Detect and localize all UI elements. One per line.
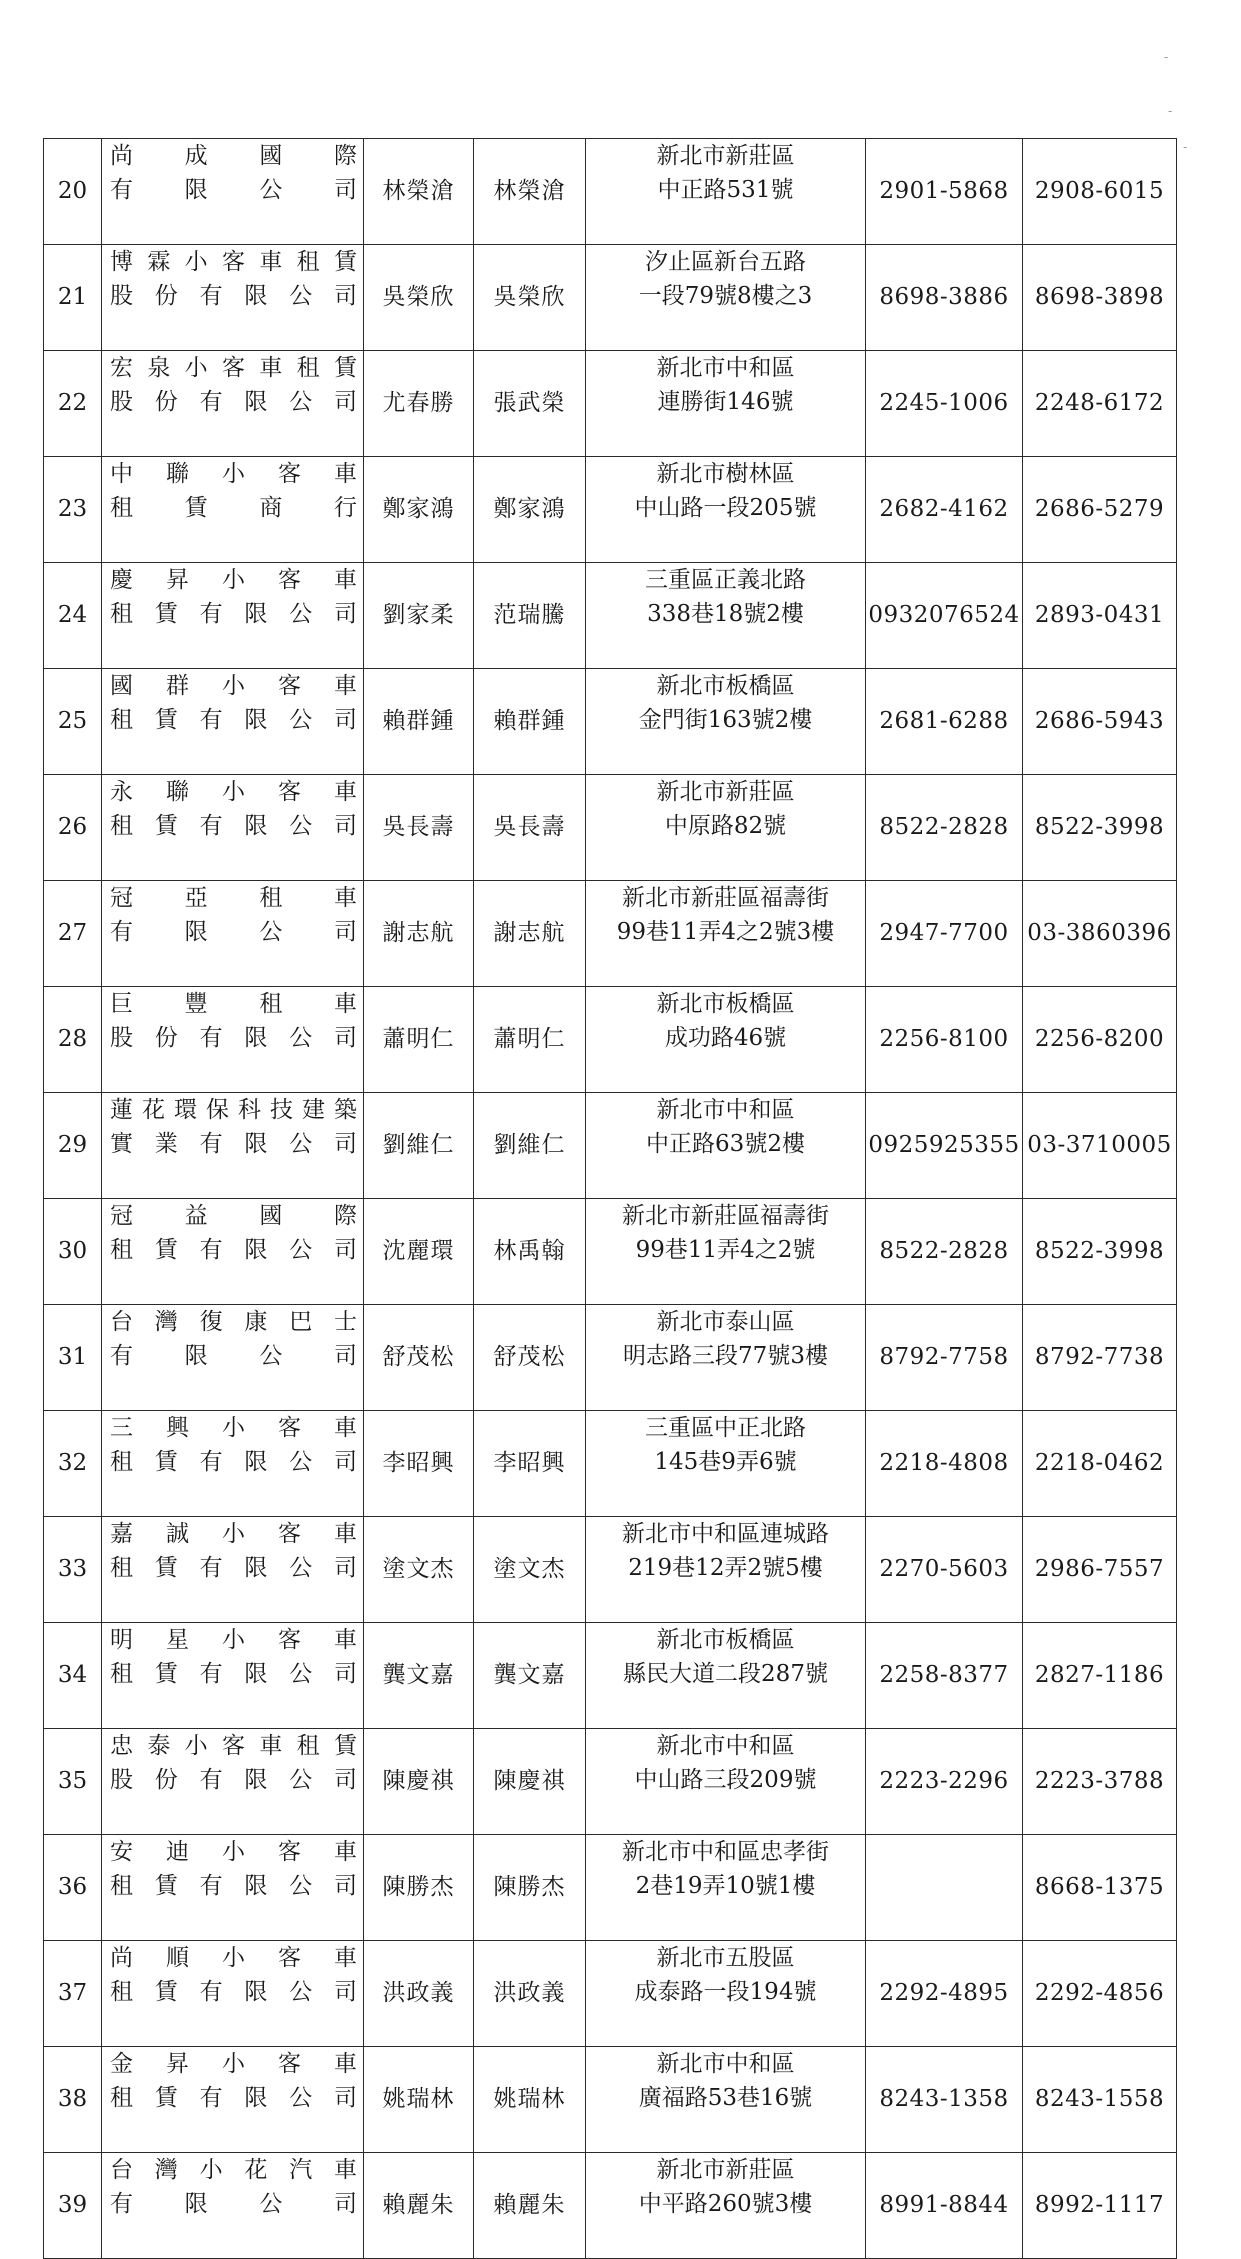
row-number: 37 — [44, 1941, 102, 2047]
address-cell — [586, 881, 866, 987]
row-number: 25 — [44, 669, 102, 775]
representative-name: 陳慶祺 — [364, 1729, 474, 1835]
representative-name: 塗文杰 — [364, 1517, 474, 1623]
address-line: 新北市新莊區 — [656, 143, 795, 169]
company-name-line: 冠 亞 租 車 — [110, 885, 357, 911]
manager-name: 吳長壽 — [474, 775, 586, 881]
table-row — [44, 1305, 1177, 1411]
address-line: 新北市新莊區福壽街 — [622, 885, 829, 911]
address-line: 新北市樹林區 — [656, 461, 795, 487]
company-name-line: 有 限 公 司 — [110, 1343, 357, 1369]
company-name-cell — [102, 1835, 364, 1941]
table-row — [44, 775, 1177, 881]
manager-name: 陳勝杰 — [474, 1835, 586, 1941]
representative-name: 龔文嘉 — [364, 1623, 474, 1729]
address-cell — [586, 1199, 866, 1305]
fax-number: 8243-1558 — [1023, 2047, 1177, 2153]
representative-name: 沈麗環 — [364, 1199, 474, 1305]
table-row — [44, 1199, 1177, 1305]
manager-name: 姚瑞林 — [474, 2047, 586, 2153]
row-number: 27 — [44, 881, 102, 987]
representative-name: 劉家柔 — [364, 563, 474, 669]
company-name-line: 宏 泉 小 客 車 租 賃 — [110, 355, 357, 381]
phone-number: 8522-2828 — [866, 775, 1023, 881]
address-cell — [586, 563, 866, 669]
address-line: 縣民大道二段287號 — [623, 1661, 828, 1687]
fax-number: 2256-8200 — [1023, 987, 1177, 1093]
company-name-cell — [102, 1093, 364, 1199]
phone-number: 8792-7758 — [866, 1305, 1023, 1411]
table-row — [44, 881, 1177, 987]
row-number: 34 — [44, 1623, 102, 1729]
address-line: 汐止區新台五路 — [645, 249, 806, 275]
company-name-line: 股 份 有 限 公 司 — [110, 389, 357, 415]
fax-number: 8522-3998 — [1023, 1199, 1177, 1305]
company-name-line: 租 賃 商 行 — [110, 495, 357, 521]
table-row — [44, 987, 1177, 1093]
company-name-cell — [102, 2153, 364, 2259]
company-name-line: 冠 益 國 際 — [110, 1203, 357, 1229]
company-name-cell — [102, 1623, 364, 1729]
address-cell — [586, 1411, 866, 1517]
table-row — [44, 1623, 1177, 1729]
fax-number: 2223-3788 — [1023, 1729, 1177, 1835]
representative-name: 李昭興 — [364, 1411, 474, 1517]
representative-name: 蕭明仁 — [364, 987, 474, 1093]
phone-number: 8243-1358 — [866, 2047, 1023, 2153]
fax-number: 8698-3898 — [1023, 245, 1177, 351]
company-name-line: 台 灣 復 康 巴 士 — [110, 1309, 357, 1335]
company-name-line: 租 賃 有 限 公 司 — [110, 1661, 357, 1687]
address-line: 中正路63號2樓 — [646, 1131, 805, 1157]
table-row — [44, 139, 1177, 245]
representative-name: 吳長壽 — [364, 775, 474, 881]
table-row — [44, 563, 1177, 669]
company-name-line: 永 聯 小 客 車 — [110, 779, 357, 805]
address-line: 219巷12弄2號5樓 — [628, 1555, 823, 1581]
address-line: 新北市板橋區 — [656, 1627, 795, 1653]
company-name-line: 租 賃 有 限 公 司 — [110, 813, 357, 839]
manager-name: 林榮滄 — [474, 139, 586, 245]
address-line: 中山路一段205號 — [634, 495, 817, 521]
address-line: 中正路531號 — [657, 177, 794, 203]
manager-name: 吳榮欣 — [474, 245, 586, 351]
row-number: 24 — [44, 563, 102, 669]
row-number: 31 — [44, 1305, 102, 1411]
representative-name: 尤春勝 — [364, 351, 474, 457]
phone-number: 8522-2828 — [866, 1199, 1023, 1305]
company-name-line: 租 賃 有 限 公 司 — [110, 601, 357, 627]
company-name-line: 租 賃 有 限 公 司 — [110, 707, 357, 733]
company-name-line: 台 灣 小 花 汽 車 — [110, 2157, 357, 2183]
address-cell — [586, 245, 866, 351]
fax-number: 03-3710005 — [1023, 1093, 1177, 1199]
address-line: 2巷19弄10號1樓 — [635, 1873, 816, 1899]
phone-number: 2218-4808 — [866, 1411, 1023, 1517]
representative-name: 劉維仁 — [364, 1093, 474, 1199]
representative-name: 謝志航 — [364, 881, 474, 987]
phone-number: 2682-4162 — [866, 457, 1023, 563]
company-name-line: 慶 昇 小 客 車 — [110, 567, 357, 593]
address-cell — [586, 1835, 866, 1941]
fax-number: 8522-3998 — [1023, 775, 1177, 881]
address-line: 新北市新莊區 — [656, 2157, 795, 2183]
manager-name: 李昭興 — [474, 1411, 586, 1517]
representative-name: 賴麗朱 — [364, 2153, 474, 2259]
phone-number: 0932076524 — [866, 563, 1023, 669]
company-name-line: 忠 泰 小 客 車 租 賃 — [110, 1733, 357, 1759]
manager-name: 林禹翰 — [474, 1199, 586, 1305]
company-name-cell — [102, 987, 364, 1093]
representative-name: 洪政義 — [364, 1941, 474, 2047]
address-cell — [586, 987, 866, 1093]
row-number: 35 — [44, 1729, 102, 1835]
company-name-line: 租 賃 有 限 公 司 — [110, 1873, 357, 1899]
company-name-line: 有 限 公 司 — [110, 919, 357, 945]
phone-number: 2901-5868 — [866, 139, 1023, 245]
company-name-line: 三 興 小 客 車 — [110, 1415, 357, 1441]
address-line: 145巷9弄6號 — [654, 1449, 797, 1475]
company-name-line: 租 賃 有 限 公 司 — [110, 1555, 357, 1581]
row-number: 28 — [44, 987, 102, 1093]
table-row — [44, 1093, 1177, 1199]
representative-name: 舒茂松 — [364, 1305, 474, 1411]
company-name-cell — [102, 245, 364, 351]
manager-name: 陳慶祺 — [474, 1729, 586, 1835]
address-line: 新北市中和區 — [656, 355, 795, 381]
scan-mark: - — [1168, 104, 1173, 118]
representative-name: 姚瑞林 — [364, 2047, 474, 2153]
address-line: 連勝街146號 — [657, 389, 794, 415]
rental-company-table — [43, 138, 1177, 2259]
address-line: 成泰路一段194號 — [634, 1979, 817, 2005]
address-line: 新北市板橋區 — [656, 673, 795, 699]
company-name-line: 安 迪 小 客 車 — [110, 1839, 357, 1865]
address-line: 新北市中和區 — [656, 1733, 795, 1759]
fax-number: 8792-7738 — [1023, 1305, 1177, 1411]
address-cell — [586, 351, 866, 457]
manager-name: 范瑞騰 — [474, 563, 586, 669]
fax-number: 2986-7557 — [1023, 1517, 1177, 1623]
address-cell — [586, 139, 866, 245]
fax-number: 2827-1186 — [1023, 1623, 1177, 1729]
company-name-cell — [102, 1517, 364, 1623]
fax-number: 2893-0431 — [1023, 563, 1177, 669]
table-row — [44, 2153, 1177, 2259]
table-row — [44, 1411, 1177, 1517]
company-name-cell — [102, 881, 364, 987]
address-line: 三重區中正北路 — [645, 1415, 806, 1441]
address-cell — [586, 2153, 866, 2259]
company-name-line: 股 份 有 限 公 司 — [110, 283, 357, 309]
fax-number: 2218-0462 — [1023, 1411, 1177, 1517]
manager-name: 塗文杰 — [474, 1517, 586, 1623]
company-name-line: 尚 順 小 客 車 — [110, 1945, 357, 1971]
address-cell — [586, 2047, 866, 2153]
phone-number: 2258-8377 — [866, 1623, 1023, 1729]
row-number: 30 — [44, 1199, 102, 1305]
phone-number: 8698-3886 — [866, 245, 1023, 351]
row-number: 36 — [44, 1835, 102, 1941]
row-number: 21 — [44, 245, 102, 351]
company-name-line: 巨 豐 租 車 — [110, 991, 357, 1017]
representative-name: 賴群鍾 — [364, 669, 474, 775]
row-number: 20 — [44, 139, 102, 245]
manager-name: 鄭家鴻 — [474, 457, 586, 563]
representative-name: 吳榮欣 — [364, 245, 474, 351]
scan-mark: - — [1164, 50, 1169, 64]
table-row — [44, 1517, 1177, 1623]
fax-number: 2686-5279 — [1023, 457, 1177, 563]
row-number: 39 — [44, 2153, 102, 2259]
phone-number: 2223-2296 — [866, 1729, 1023, 1835]
company-name-line: 租 賃 有 限 公 司 — [110, 1449, 357, 1475]
table-row — [44, 2047, 1177, 2153]
address-line: 一段79號8樓之3 — [638, 283, 813, 309]
company-name-cell — [102, 775, 364, 881]
row-number: 22 — [44, 351, 102, 457]
row-number: 38 — [44, 2047, 102, 2153]
fax-number: 2908-6015 — [1023, 139, 1177, 245]
address-cell — [586, 1623, 866, 1729]
company-name-cell — [102, 669, 364, 775]
fax-number: 2292-4856 — [1023, 1941, 1177, 2047]
company-name-cell — [102, 1199, 364, 1305]
table-row — [44, 669, 1177, 775]
manager-name: 張武榮 — [474, 351, 586, 457]
address-line: 338巷18號2樓 — [647, 601, 804, 627]
phone-number: 8991-8844 — [866, 2153, 1023, 2259]
company-name-cell — [102, 1729, 364, 1835]
address-line: 新北市中和區忠孝街 — [622, 1839, 829, 1865]
phone-number: 2256-8100 — [866, 987, 1023, 1093]
company-name-line: 博 霖 小 客 車 租 賃 — [110, 249, 357, 275]
address-cell — [586, 457, 866, 563]
row-number: 23 — [44, 457, 102, 563]
company-name-cell — [102, 1411, 364, 1517]
address-line: 新北市中和區 — [656, 2051, 795, 2077]
address-line: 新北市中和區 — [656, 1097, 795, 1123]
address-line: 廣福路53巷16號 — [638, 2085, 813, 2111]
address-line: 新北市板橋區 — [656, 991, 795, 1017]
phone-number: 0925925355 — [866, 1093, 1023, 1199]
fax-number: 8668-1375 — [1023, 1835, 1177, 1941]
manager-name: 龔文嘉 — [474, 1623, 586, 1729]
company-name-line: 股 份 有 限 公 司 — [110, 1767, 357, 1793]
company-name-cell — [102, 351, 364, 457]
address-line: 明志路三段77號3樓 — [623, 1343, 828, 1369]
company-name-cell — [102, 457, 364, 563]
row-number: 26 — [44, 775, 102, 881]
representative-name: 陳勝杰 — [364, 1835, 474, 1941]
fax-number: 2686-5943 — [1023, 669, 1177, 775]
address-line: 金門街163號2樓 — [638, 707, 813, 733]
address-line: 中山路三段209號 — [634, 1767, 817, 1793]
table-row — [44, 351, 1177, 457]
company-name-cell — [102, 563, 364, 669]
address-line: 中平路260號3樓 — [638, 2191, 813, 2217]
address-cell — [586, 1305, 866, 1411]
address-cell — [586, 1941, 866, 2047]
table-row — [44, 1835, 1177, 1941]
phone-number: 2270-5603 — [866, 1517, 1023, 1623]
address-line: 99巷11弄4之2號 — [635, 1237, 816, 1263]
company-name-cell — [102, 139, 364, 245]
representative-name: 鄭家鴻 — [364, 457, 474, 563]
address-cell — [586, 1729, 866, 1835]
row-number: 33 — [44, 1517, 102, 1623]
manager-name: 蕭明仁 — [474, 987, 586, 1093]
company-name-line: 國 群 小 客 車 — [110, 673, 357, 699]
company-name-line: 股 份 有 限 公 司 — [110, 1025, 357, 1051]
manager-name: 賴麗朱 — [474, 2153, 586, 2259]
company-name-cell — [102, 1941, 364, 2047]
phone-number: 2292-4895 — [866, 1941, 1023, 2047]
manager-name: 謝志航 — [474, 881, 586, 987]
phone-number: 2681-6288 — [866, 669, 1023, 775]
scan-mark: - — [1183, 140, 1188, 154]
company-name-line: 蓮 花 環 保 科 技 建 築 — [110, 1097, 357, 1123]
manager-name: 舒茂松 — [474, 1305, 586, 1411]
phone-number: 2947-7700 — [866, 881, 1023, 987]
address-cell — [586, 1093, 866, 1199]
company-name-line: 租 賃 有 限 公 司 — [110, 2085, 357, 2111]
table-row — [44, 457, 1177, 563]
address-line: 99巷11弄4之2號3樓 — [616, 919, 835, 945]
address-cell — [586, 1517, 866, 1623]
company-name-line: 實 業 有 限 公 司 — [110, 1131, 357, 1157]
company-name-cell — [102, 1305, 364, 1411]
table-row — [44, 245, 1177, 351]
address-line: 新北市泰山區 — [656, 1309, 795, 1335]
address-line: 新北市中和區連城路 — [622, 1521, 829, 1547]
row-number: 32 — [44, 1411, 102, 1517]
company-name-line: 尚 成 國 際 — [110, 143, 357, 169]
address-line: 新北市新莊區 — [656, 779, 795, 805]
company-name-line: 租 賃 有 限 公 司 — [110, 1979, 357, 2005]
manager-name: 洪政義 — [474, 1941, 586, 2047]
company-name-line: 有 限 公 司 — [110, 177, 357, 203]
phone-number — [866, 1835, 1023, 1941]
company-name-cell — [102, 2047, 364, 2153]
company-name-line: 中 聯 小 客 車 — [110, 461, 357, 487]
address-line: 新北市新莊區福壽街 — [622, 1203, 829, 1229]
fax-number: 2248-6172 — [1023, 351, 1177, 457]
address-cell — [586, 775, 866, 881]
row-number: 29 — [44, 1093, 102, 1199]
fax-number: 03-3860396 — [1023, 881, 1177, 987]
representative-name: 林榮滄 — [364, 139, 474, 245]
company-name-line: 嘉 誠 小 客 車 — [110, 1521, 357, 1547]
table-row — [44, 1941, 1177, 2047]
address-line: 中原路82號 — [664, 813, 787, 839]
manager-name: 賴群鍾 — [474, 669, 586, 775]
address-line: 成功路46號 — [664, 1025, 787, 1051]
address-line: 新北市五股區 — [656, 1945, 795, 1971]
phone-number: 2245-1006 — [866, 351, 1023, 457]
table-row — [44, 1729, 1177, 1835]
company-name-line: 金 昇 小 客 車 — [110, 2051, 357, 2077]
company-name-line: 租 賃 有 限 公 司 — [110, 1237, 357, 1263]
address-line: 三重區正義北路 — [645, 567, 806, 593]
company-name-line: 明 星 小 客 車 — [110, 1627, 357, 1653]
manager-name: 劉維仁 — [474, 1093, 586, 1199]
company-name-line: 有 限 公 司 — [110, 2191, 357, 2217]
address-cell — [586, 669, 866, 775]
table-body — [44, 139, 1177, 2259]
fax-number: 8992-1117 — [1023, 2153, 1177, 2259]
